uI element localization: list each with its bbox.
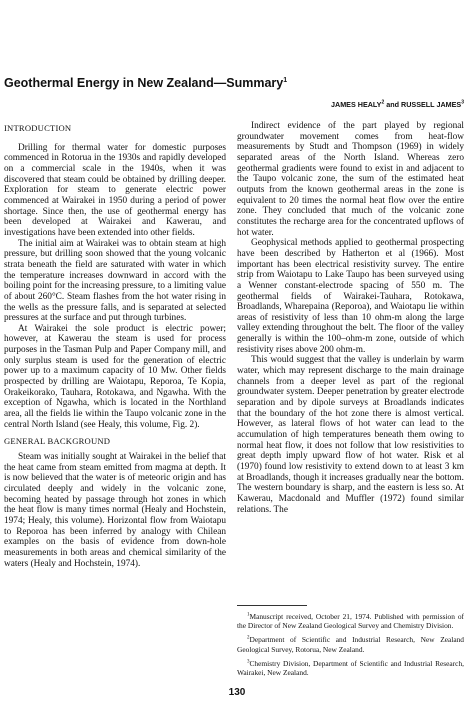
footnote-2-marker: 2 [247,635,250,641]
intro-paragraph-3: At Wairakei the sole product is electric power; however, at Kawerau the steam is used for process purposes in the Tasman Pulp and Paper Company mill, and only surplus steam is used for the generation of electric power up to a maximum capacity of 10 Mw. Other fields prospected by drilling are Waiotapu, Reporoa, Te Kopia, Orakeikorako, Tauhara, Rotokawa, and Ngawha. With the exception of Ngawha, which is located in the Northland area, all the fields lie within the Taupo volcanic zone in the central North Island (see Healy, this volume, Fig. 2). [4,323,226,430]
section-heading-introduction: INTRODUCTION [4,123,72,133]
title-footnote-marker: 1 [283,76,288,84]
article-title [4,75,464,91]
intro-paragraph-1: Drilling for thermal water for domestic purposes commenced in Rotorua in the 1930s and rapidly developed on a commercial scale in the 1940s, when it was discovered that steam could be obtained by drilling deeper. Exploration for steam to generate electric power commenced at Wairakei in 1950 during a period of power shortage. Since then, the use of geothermal energy has been developed at Wairakei and Kawerau, and investigations have been extended into other fields. [4,142,226,238]
footnote-1 [237,612,464,630]
background-paragraph-1: Steam was initially sought at Wairakei in the belief that the heat came from steam emitted from magma at depth. It is now believed that the water is of meteoric origin and has circulated deeply and widely in the volcanic zone, becoming heated by passage through hot zones in which the heat flow is many times normal (Healy and Hochstein, 1974; Healy, this volume). Horizontal flow from Waiotapu to Reporoa has been inferred by analogy with Chilean examples on the basis of evidence from down-hole measurements in both areas and chemical similarity of the waters (Healy and Hochstein, 1974). [4,452,226,569]
left-column [4,121,226,569]
footnote-2 [237,635,464,653]
footnote-3-marker: 3 [247,659,250,665]
page-number: 130 [228,687,246,698]
intro-paragraph-2: The initial aim at Wairakei was to obtain steam at high pressure, but drilling soon showed that the young volcanic strata beneath the field are saturated with water in which the temperature increases downward in accord with the boiling point for the increasing pressure, to a limiting value of about 260°C. Steam flashes from the hot water rising in the wells as the pressure falls, and is separated at selected pressures at the surface and put through turbines. [4,238,226,324]
footnote-3-text: Chemistry Division, Department of Scientific and Industrial Research, Wairakei, New Zealand. [237,658,464,678]
footnote-3 [237,659,464,677]
right-paragraph-2: Geophysical methods applied to geothermal prospecting have been described by Hatherton et al (1966). Most important has been electrical resistivity survey. The entire strip from Waiotapu to Lake Taupo has been surveyed using a Wenner constant-electrode spacing of 550 m. The geothermal fields of Wairakei-Tauhara, Rotokawa, Broadlands, Wharepaina (Reporoa), and Waiotapu lie within areas of resistivity of less than 10 ohm-m along the large valley extending throughout the belt. The floor of the valley generally is within the 100–ohm-m zone, outside of which resistivity rises above 200 ohm-m. [237,238,464,355]
author-conjunction: and [386,100,400,109]
author-2: RUSSELL JAMES [401,100,462,109]
right-paragraph-3: This would suggest that the valley is underlain by warm water, which may represent discharge to the main drainage channels from a deeper level as part of the regional groundwater system. Deeper penetration by greater electrode separation and by dipole surveys at Broadlands indicates that the boundary of the hot zone there is almost vertical. However, as lateral flows of hot water can lead to the accumulation of high temperatures beneath them owing to normal heat flow, it does not follow that low resistivities to great depth imply upward flow of hot water. Risk et al (1970) found low resistivity to extend down to at least 3 km at Broadlands, though it increases gradually near the bottom. The western boundary is sharp, and the eastern is less so. At Kawerau, Macdonald and Muffler (1972) found similar relations. The [237,355,464,515]
right-column [237,121,464,515]
article-title-text: Geothermal Energy in New Zealand—Summary [4,76,284,90]
footnote-divider [237,605,307,606]
author-1-marker: 2 [381,99,385,106]
footnotes [237,612,464,682]
section-heading-general-background: GENERAL BACKGROUND [4,436,111,447]
footnote-1-marker: 1 [247,612,250,618]
author-2-marker: 3 [461,99,464,106]
author-1: JAMES HEALY [331,100,382,109]
author-line [331,100,464,110]
footnote-1-text: Manuscript received, October 21, 1974. Published with permission of the Director of New Zealand Geological Survey and Chemistry Division. [237,612,464,631]
right-paragraph-1: Indirect evidence of the part played by regional groundwater movement comes from heat-flow measurements by Studt and Thompson (1969) in widely separated areas of the North Island. Whereas zero geothermal gradients were found to exist in and adjacent to the Taupo volcanic zone, the sum of the estimated heat outputs from the known geothermal areas in the zone is equivalent to 20 times the normal heat flow over the entire zone. They concluded that much of the volcanic zone constitutes the recharge area for the concentrated upflows of hot water. [237,121,464,238]
footnote-2-text: Department of Scientific and Industrial Research, New Zealand Geological Survey, Rotorua, New Zealand. [237,635,464,654]
